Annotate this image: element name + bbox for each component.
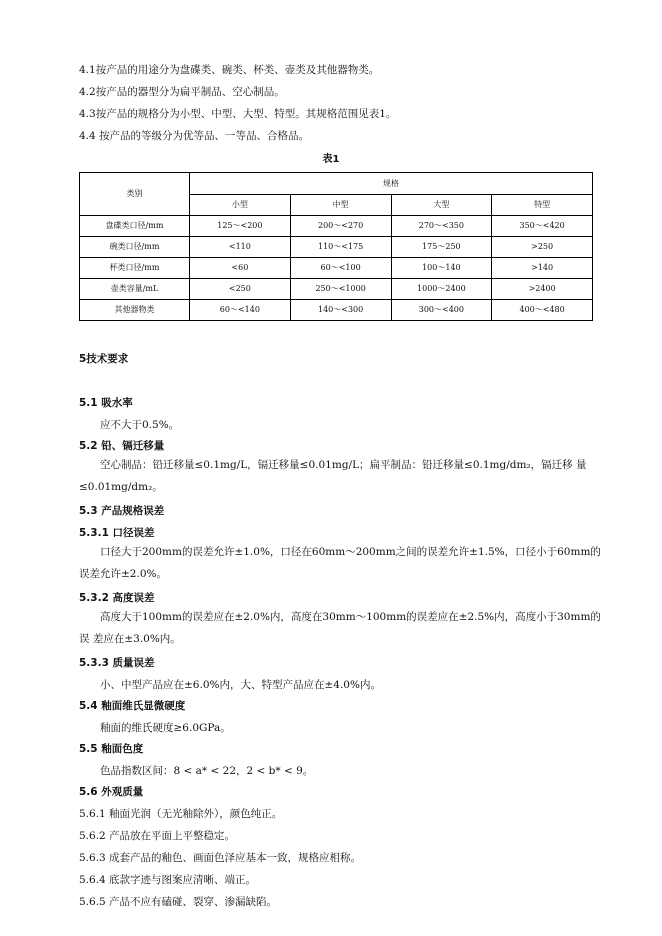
- table-cell: 140～<300: [290, 300, 391, 321]
- table-row: [80, 258, 593, 279]
- column-header: 大型: [391, 195, 492, 216]
- clause-5-6-1: 5.6.1 釉面光润（无光釉除外），颜色纯正。: [79, 808, 283, 820]
- spec-table: [79, 172, 593, 321]
- category-header: 类别: [80, 173, 190, 216]
- table-cell: 270～<350: [391, 216, 492, 237]
- table-cell: 175～250: [391, 237, 492, 258]
- table-cell: 200～<270: [290, 216, 391, 237]
- clause-4-2: 4.2按产品的器型分为扁平制品、空心制品。: [79, 86, 285, 98]
- clause-5-1-text: 应不大于0.5%。: [100, 419, 180, 431]
- table-cell: 300～<400: [391, 300, 492, 321]
- clause-5-6-4: 5.6.4 底款字迹与图案应清晰、端正。: [79, 874, 257, 886]
- table-cell: <60: [190, 258, 291, 279]
- table-cell: 110～<175: [290, 237, 391, 258]
- table-cell: 60～<140: [190, 300, 291, 321]
- table-cell: >140: [492, 258, 593, 279]
- row-label: 其他器物类: [80, 300, 190, 321]
- clause-5-6-2: 5.6.2 产品放在平面上平整稳定。: [79, 830, 236, 842]
- clause-5-4-text: 釉面的维氏硬度≥6.0GPa。: [100, 722, 231, 734]
- clause-4-1: 4.1按产品的用途分为盘碟类、碗类、杯类、壶类及其他器物类。: [79, 64, 380, 76]
- spec-group-header: 规格: [190, 173, 593, 195]
- clause-4-4: 4.4 按产品的等级分为优等品、一等品、合格品。: [79, 130, 310, 142]
- clause-5-3-title: 5.3 产品规格误差: [79, 505, 165, 517]
- clause-5-1-title: 5.1 吸水率: [79, 397, 133, 409]
- clause-5-6-5: 5.6.5 产品不应有磕碰、裂穿、渗漏缺陷。: [79, 896, 278, 908]
- table-row: [80, 279, 593, 300]
- clause-5-2-text: 空心制品：铅迁移量≤0.1mg/L，镉迁移量≤0.01mg/L；扁平制品：铅迁移量≤0.1mg/dm₂，镉迁移 量≤0.01mg/dm₂。: [79, 459, 587, 493]
- column-header: 特型: [492, 195, 593, 216]
- table-row: [80, 216, 593, 237]
- table-cell: <250: [190, 279, 291, 300]
- table-row: [80, 237, 593, 258]
- table-cell: 350～<420: [492, 216, 593, 237]
- clause-5-5-title: 5.5 釉面色度: [79, 743, 144, 755]
- table-cell: 100～140: [391, 258, 492, 279]
- clause-5-6-3: 5.6.3 成套产品的釉色、画面色泽应基本一致，规格应相称。: [79, 852, 362, 864]
- table-header-row: [80, 173, 593, 195]
- column-header: 小型: [190, 195, 291, 216]
- clause-5-3-1-title: 5.3.1 口径误差: [79, 527, 155, 539]
- clause-4-3: 4.3按产品的规格分为小型、中型、大型、特型。其规格范围见表1。: [79, 108, 397, 120]
- clause-5-3-3-title: 5.3.3 质量误差: [79, 657, 155, 669]
- row-label: 盘碟类口径/mm: [80, 216, 190, 237]
- table-row: [80, 300, 593, 321]
- table-cell: 1000～2400: [391, 279, 492, 300]
- table-caption: 表1: [322, 154, 340, 165]
- row-label: 杯类口径/mm: [80, 258, 190, 279]
- clause-5-6-title: 5.6 外观质量: [79, 786, 144, 798]
- table-cell: >2400: [492, 279, 593, 300]
- clause-5-2-title: 5.2 铅、镉迁移量: [79, 440, 165, 452]
- table-cell: >250: [492, 237, 593, 258]
- table-cell: 125～<200: [190, 216, 291, 237]
- table-cell: <110: [190, 237, 291, 258]
- table-cell: 250～<1000: [290, 279, 391, 300]
- row-label: 碗类口径/mm: [80, 237, 190, 258]
- row-label: 壶类容量/mL: [80, 279, 190, 300]
- clause-5-3-2-title: 5.3.2 高度误差: [79, 592, 155, 604]
- table-cell: 400～<480: [492, 300, 593, 321]
- clause-5-3-2-text: 高度大于100mm的误差应在±2.0%内，高度在30mm～100mm的误差应在±2.5%内，高度小于30mm的误 差应在±3.0%内。: [79, 611, 601, 645]
- table-cell: 60～<100: [290, 258, 391, 279]
- column-header: 中型: [290, 195, 391, 216]
- clause-5-5-text: 色品指数区间：8 < a* < 22，2 < b* < 9。: [100, 765, 314, 777]
- section-5-title: 5技术要求: [79, 353, 129, 365]
- clause-5-4-title: 5.4 釉面维氏显微硬度: [79, 700, 186, 712]
- clause-5-3-1-text: 口径大于200mm的误差允许±1.0%，口径在60mm～200mm之间的误差允许±1.5%，口径小于60mm的误差允许±2.0%。: [79, 546, 601, 580]
- clause-5-3-3-text: 小、中型产品应在±6.0%内，大、特型产品应在±4.0%内。: [100, 679, 381, 691]
